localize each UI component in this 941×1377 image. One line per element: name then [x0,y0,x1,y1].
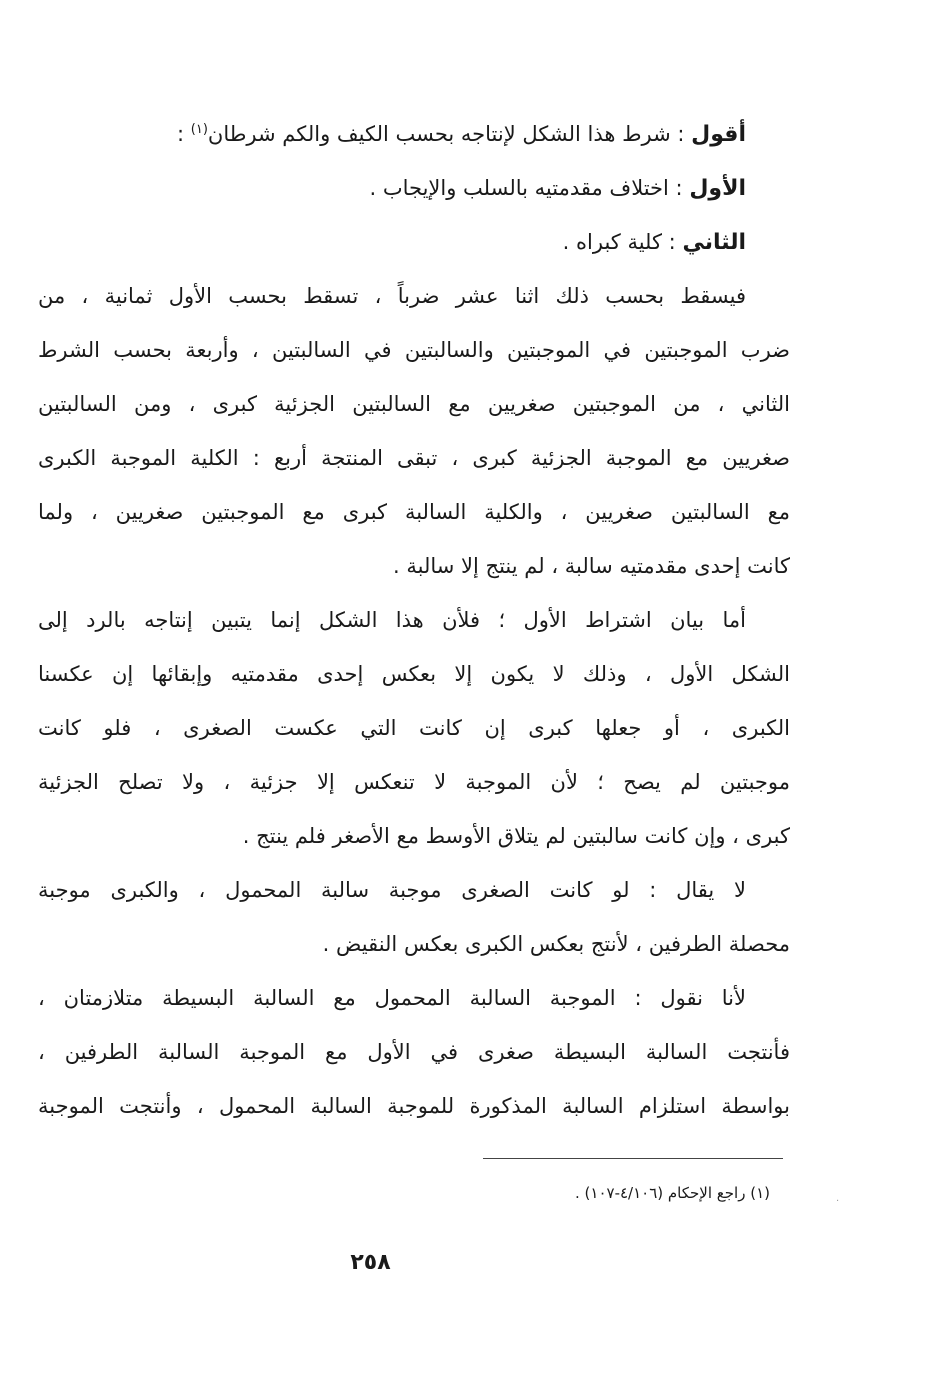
text-line: فيسقط بحسب ذلك اثنا عشر ضرباً ، تسقط بحسب الأول ثمانية ، من [38,284,746,308]
text-line: كانت إحدى مقدمتيه سالبة ، لم ينتج إلا سالبة . [393,554,790,578]
term-label: الثاني [682,230,746,255]
text-line: مع السالبتين صغريين ، والكلية السالبة كبرى مع الموجبتين صغريين ، ولما [38,500,790,524]
line-text: : اختلاف مقدمتيه بالسلب والإيجاب . [369,176,690,200]
text-line [38,215,790,269]
text-line: لا يقال : لو كانت الصغرى موجبة سالبة المحمول ، والكبرى موجبة [38,878,746,902]
page-number: ٢٥٨ [350,1250,391,1275]
text-line: صغريين مع الموجبة الجزئية كبرى ، تبقى المنتجة أربع : الكلية الموجبة الكبرى [38,446,790,470]
footnote: (١) راجع الإحكام (٤/١٠٦-١٠٧) . [575,1184,770,1202]
footnote-separator [483,1158,783,1159]
text-line [38,161,790,215]
line-text: : كلية كبراه . [562,230,683,254]
text-line: فأنتجت السالبة البسيطة صغرى في الأول مع الموجبة السالبة الطرفين ، [38,1040,790,1064]
text-line: بواسطة استلزام السالبة المذكورة للموجبة السالبة المحمول ، وأنتجت الموجبة [38,1094,790,1118]
line-tail: : [176,122,191,146]
text-line: الكبرى ، أو جعلها كبرى إن كانت التي عكست الصغرى ، فلو كانت [38,716,790,740]
footnote-marker[interactable]: (١) [190,122,208,137]
scan-speck: · [836,1196,840,1207]
text-line: لأنا نقول : الموجبة السالبة المحمول مع السالبة البسيطة متلازمتان ، [38,986,746,1010]
text-line: محصلة الطرفين ، لأنتج بعكس الكبرى بعكس النقيض . [322,932,790,956]
text-line: موجبتين لم يصح ؛ لأن الموجبة لا تنعكس إلا جزئية ، ولا تصلح الجزئية [38,770,790,794]
line-text: : شرط هذا الشكل لإنتاجه بحسب الكيف والكم شرطان [207,122,692,146]
text-line: كبرى ، وإن كانت سالبتين لم يتلاق الأوسط مع الأصغر فلم ينتج . [242,824,790,848]
term-label: أقول [691,122,746,147]
text-line [38,107,790,161]
text-line: الشكل الأول ، وذلك لا يكون إلا بعكس إحدى مقدمتيه وإبقائها إن عكسنا [38,662,790,686]
text-line: ضرب الموجبتين في الموجبتين والسالبتين في السالبتين ، وأربعة بحسب الشرط [38,338,790,362]
body-text [38,107,790,1133]
term-label: الأول [689,176,746,201]
text-line: الثاني ، من الموجبتين صغريين مع السالبتين الجزئية كبرى ، ومن السالبتين [38,392,790,416]
text-line: أما بيان اشتراط الأول ؛ فلأن هذا الشكل إنما يتبين إنتاجه بالرد إلى [38,608,746,632]
